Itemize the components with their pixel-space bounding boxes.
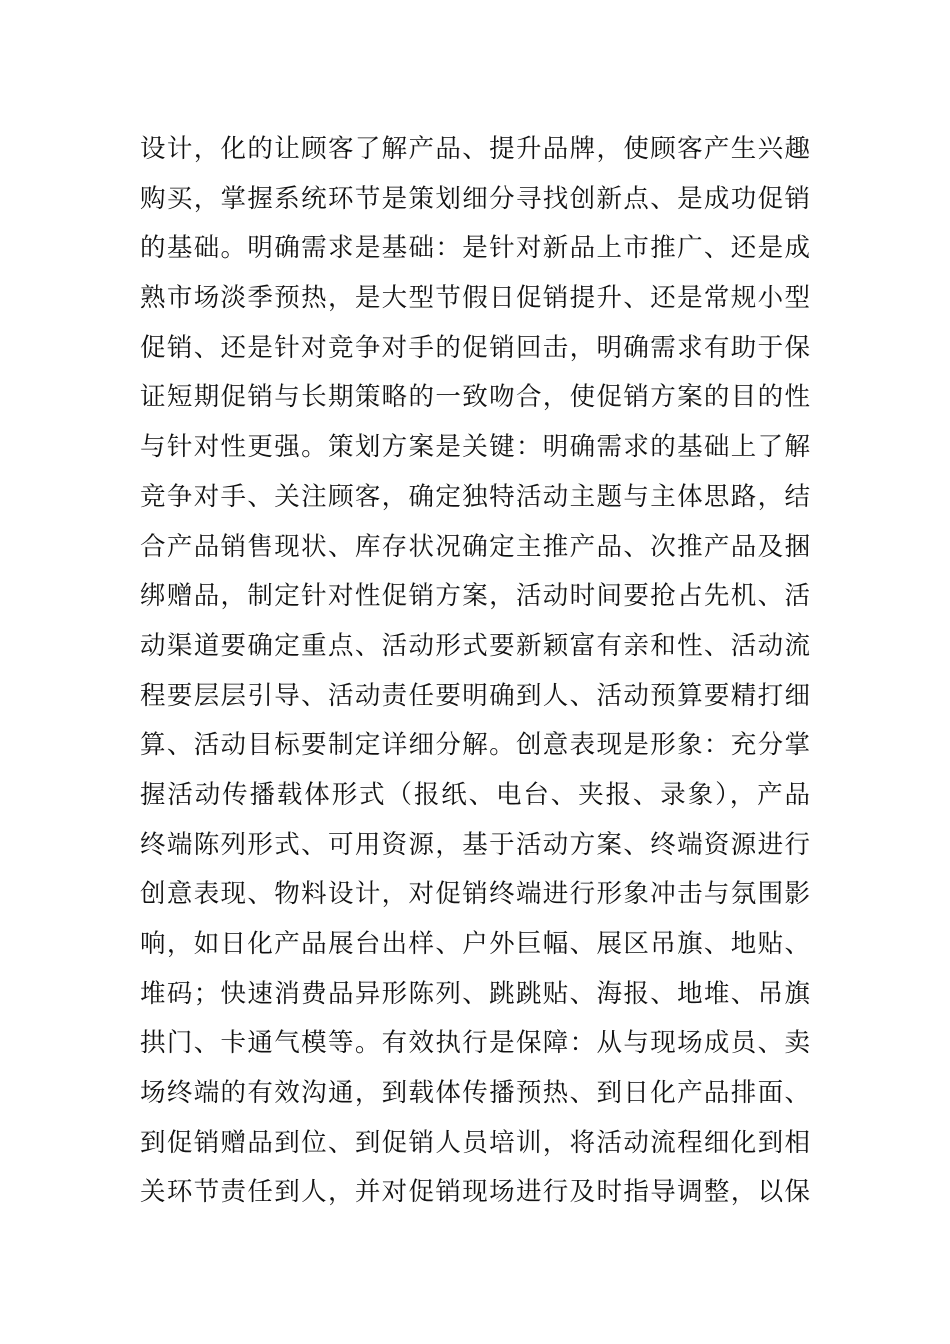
text-line: 竞争对手、关注顾客，确定独特活动主题与主体思路，结 <box>140 481 810 512</box>
text-line: 终端陈列形式、可用资源，基于活动方案、终端资源进行 <box>140 829 810 860</box>
text-line: 动渠道要确定重点、活动形式要新颖富有亲和性、活动流 <box>140 630 810 661</box>
text-line: 绑赠品，制定针对性促销方案，活动时间要抢占先机、活 <box>140 581 810 612</box>
body-paragraph <box>140 125 810 1218</box>
text-line: 算、活动目标要制定详细分解。创意表现是形象：充分掌 <box>140 730 810 761</box>
text-line: 促销、还是针对竞争对手的促销回击，明确需求有助于保 <box>140 332 810 363</box>
text-line: 程要层层引导、活动责任要明确到人、活动预算要精打细 <box>140 680 810 711</box>
text-line: 购买，掌握系统环节是策划细分寻找创新点、是成功促销 <box>140 183 810 214</box>
text-line: 创意表现、物料设计，对促销终端进行形象冲击与氛围影 <box>140 879 810 910</box>
text-line: 堆码；快速消费品异形陈列、跳跳贴、海报、地堆、吊旗 <box>140 978 810 1009</box>
text-line: 熟市场淡季预热，是大型节假日促销提升、还是常规小型 <box>140 283 810 314</box>
text-line: 握活动传播载体形式（报纸、电台、夹报、录象），产品 <box>140 779 810 810</box>
text-line: 关环节责任到人，并对促销现场进行及时指导调整，以保 <box>140 1177 810 1208</box>
text-line: 响，如日化产品展台出样、户外巨幅、展区吊旗、地贴、 <box>140 929 810 959</box>
text-line: 设计，化的让顾客了解产品、提升品牌，使顾客产生兴趣 <box>140 134 810 164</box>
text-line: 拱门、卡通气模等。有效执行是保障：从与现场成员、卖 <box>140 1028 810 1059</box>
text-line: 合产品销售现状、库存状况确定主推产品、次推产品及捆 <box>140 531 810 562</box>
text-line: 证短期促销与长期策略的一致吻合，使促销方案的目的性 <box>140 382 810 413</box>
text-line: 与针对性更强。策划方案是关键：明确需求的基础上了解 <box>140 432 810 463</box>
text-line: 的基础。明确需求是基础：是针对新品上市推广、还是成 <box>140 233 810 264</box>
text-line: 场终端的有效沟通，到载体传播预热、到日化产品排面、 <box>140 1078 810 1109</box>
text-line: 到促销赠品到位、到促销人员培训，将活动流程细化到相 <box>140 1127 810 1158</box>
